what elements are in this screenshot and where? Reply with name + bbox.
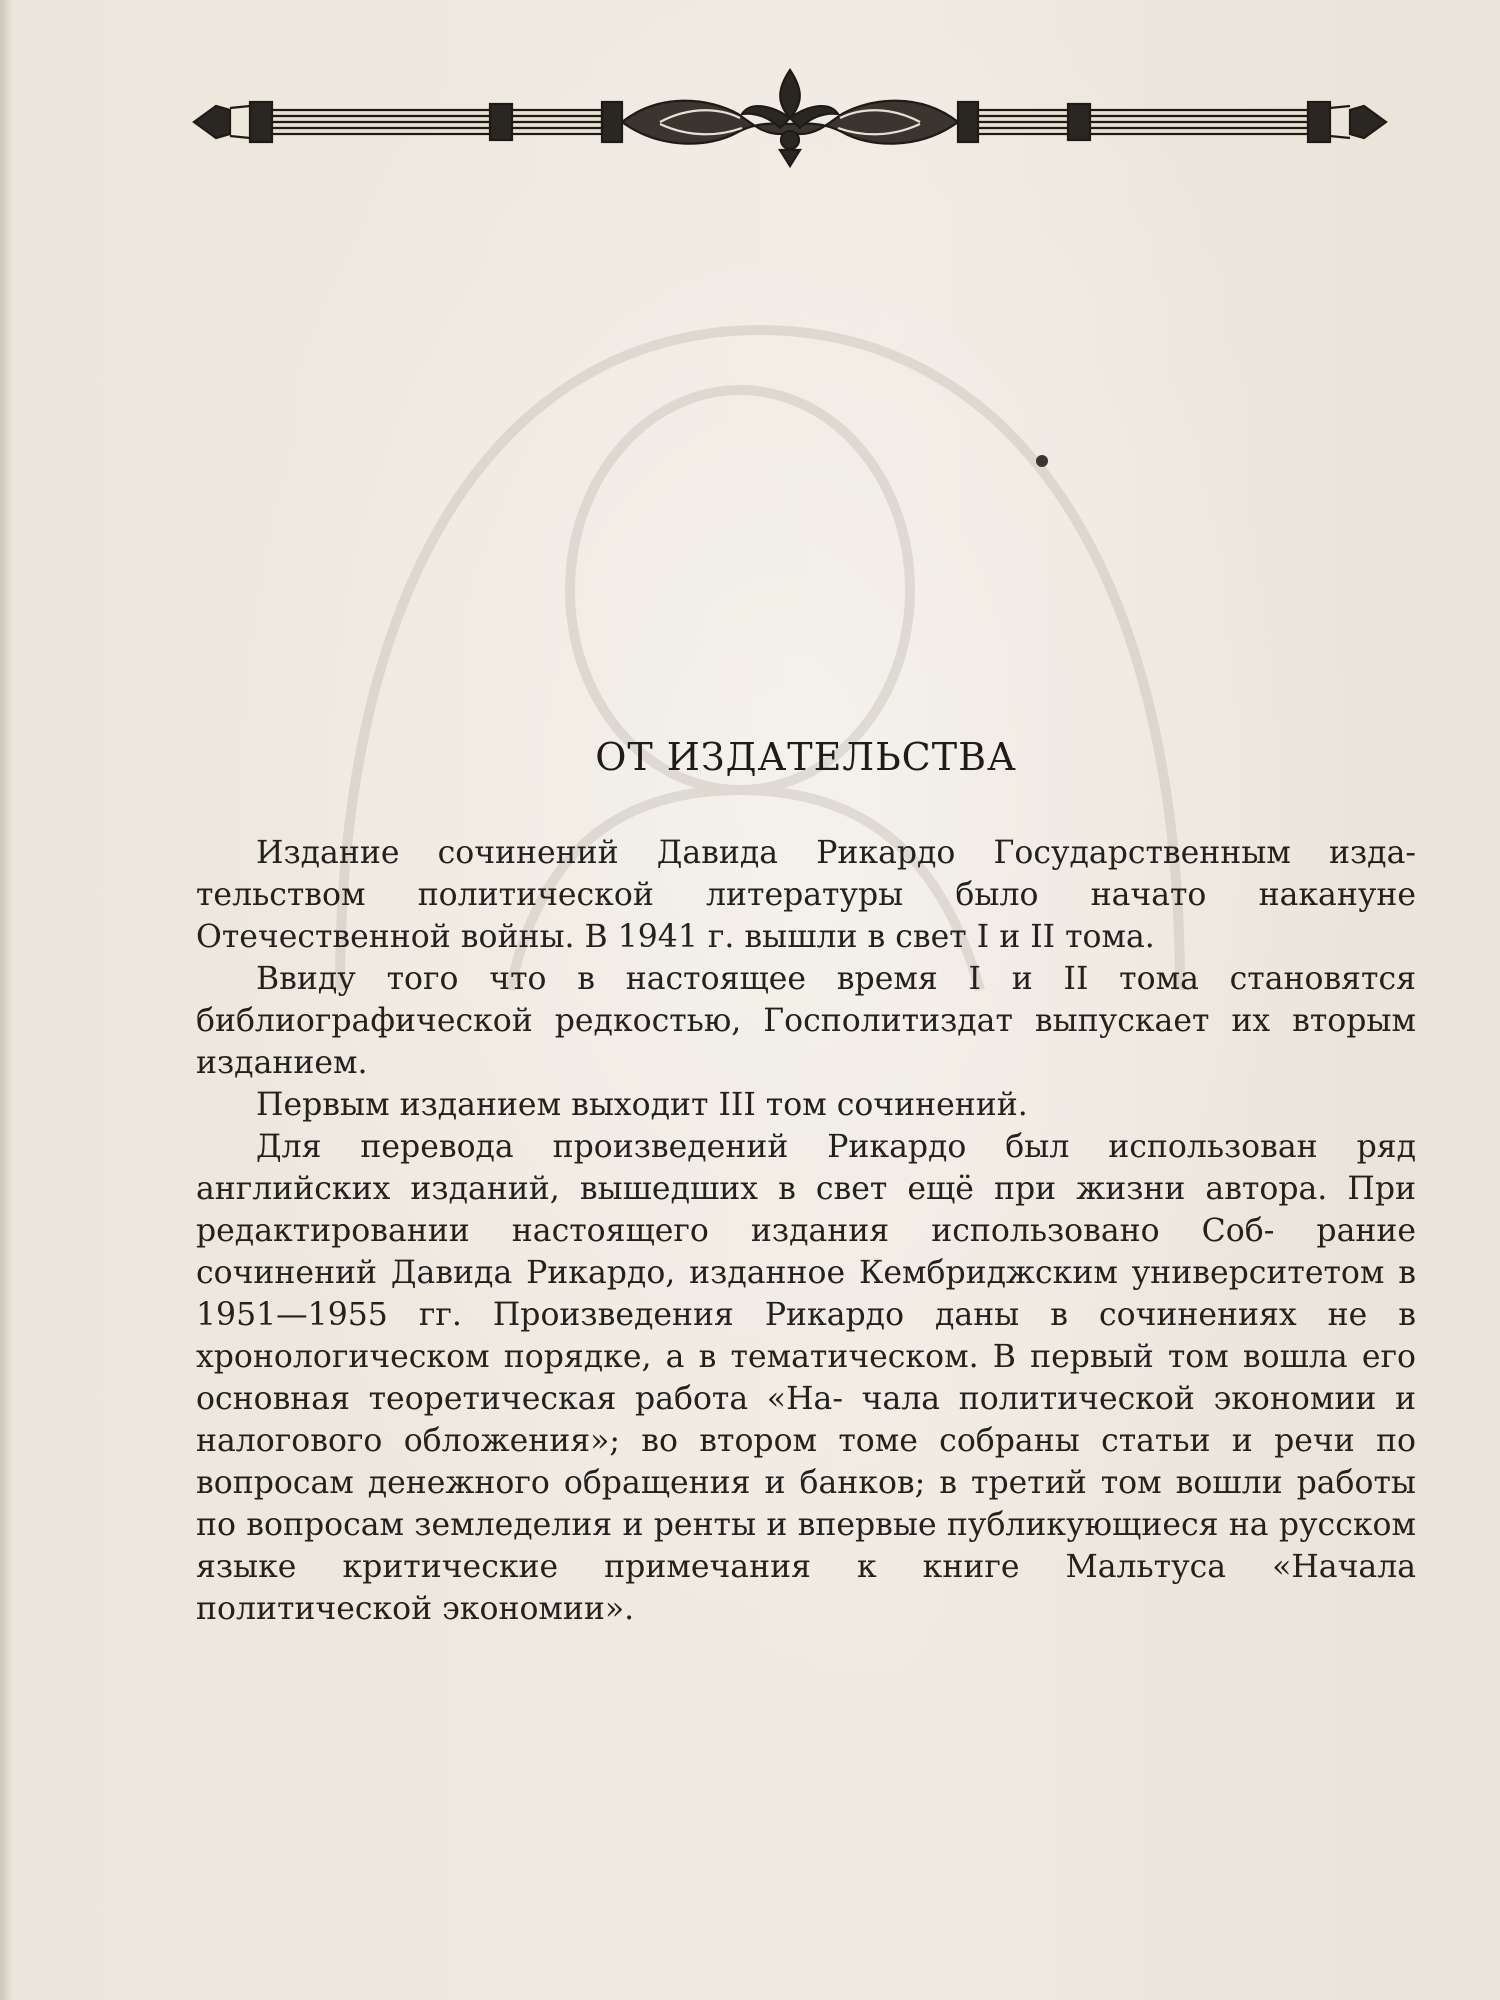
page-edge-shadow [0,0,10,2000]
paragraph: Ввиду того что в настоящее время I и II тома становятся библиографической редкостью, Госполитиздат выпускает их вторым изданием. [196,961,1416,1081]
publisher-note-body [196,832,1416,1630]
section-heading: ОТ ИЗДАТЕЛЬСТВА [595,735,1017,779]
paper-speck [1036,455,1048,467]
paragraph: Для перевода произведений Рикардо был использован ряд английских изданий, вышедших в свет ещё при жизни автора. При редактировании настоящего издания использовано Соб- рание сочинений Давида Рикардо, изданное Кембриджским университетом в 1951—1955 гг. Произведения Рикардо даны в сочинениях не в хронологическом порядке, а в тематическом. В первый том вошла его основная теоретическая работа «На- чала политической экономии и налогового обложения»; во втором томе собраны статьи и речи по вопросам денежного обращения и банков; в третий том вошли работы по вопросам земледелия и ренты и впервые публикующиеся на русском языке критические примечания к книге Мальтуса «Начала политической экономии». [196,1129,1416,1627]
headpiece-ornament-icon [190,62,1390,172]
paragraph: Первым изданием выходит III том сочинений. [256,1087,1028,1123]
paragraph: Издание сочинений Давида Рикардо Государственным изда- тельством политической литературы было начато накануне Отечественной войны. В 1941 г. вышли в свет I и II тома. [196,835,1416,955]
